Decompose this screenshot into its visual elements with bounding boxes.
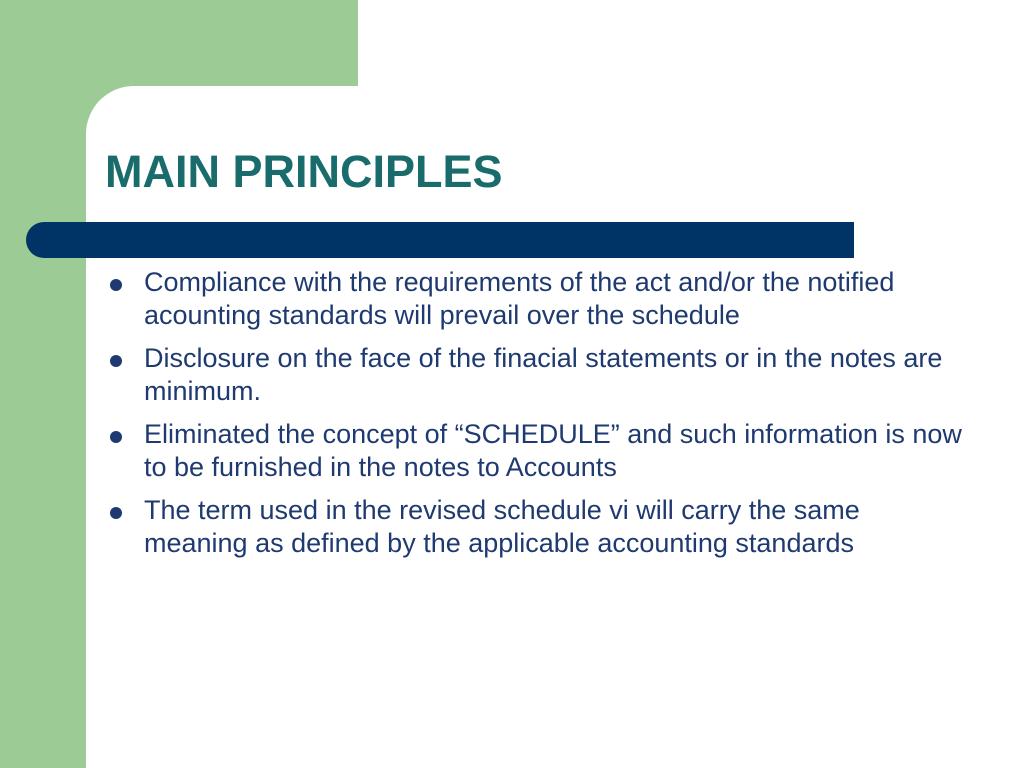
- bullet-text: Disclosure on the face of the finacial statements or in the notes are minimum.: [144, 343, 943, 406]
- bullet-icon: [110, 431, 122, 443]
- top-white-area: [358, 0, 1024, 90]
- bullet-text: The term used in the revised schedule vi will carry the same meaning as defined by the applicable accounting standards: [144, 495, 860, 558]
- list-item: [104, 266, 964, 332]
- bullet-text: Eliminated the concept of “SCHEDULE” and such information is now to be furnished in the notes to Accounts: [144, 419, 962, 482]
- bullet-icon: [110, 279, 122, 291]
- list-item: [104, 494, 964, 560]
- title-underline-bar: [26, 222, 854, 258]
- list-item: [104, 418, 964, 484]
- list-item: [104, 342, 964, 408]
- bullet-list: [104, 266, 964, 570]
- bullet-icon: [110, 355, 122, 367]
- bullet-text: Compliance with the requirements of the act and/or the notified acounting standards will prevail over the schedule: [144, 267, 895, 330]
- bullet-icon: [110, 507, 122, 519]
- slide-title: MAIN PRINCIPLES: [105, 146, 503, 197]
